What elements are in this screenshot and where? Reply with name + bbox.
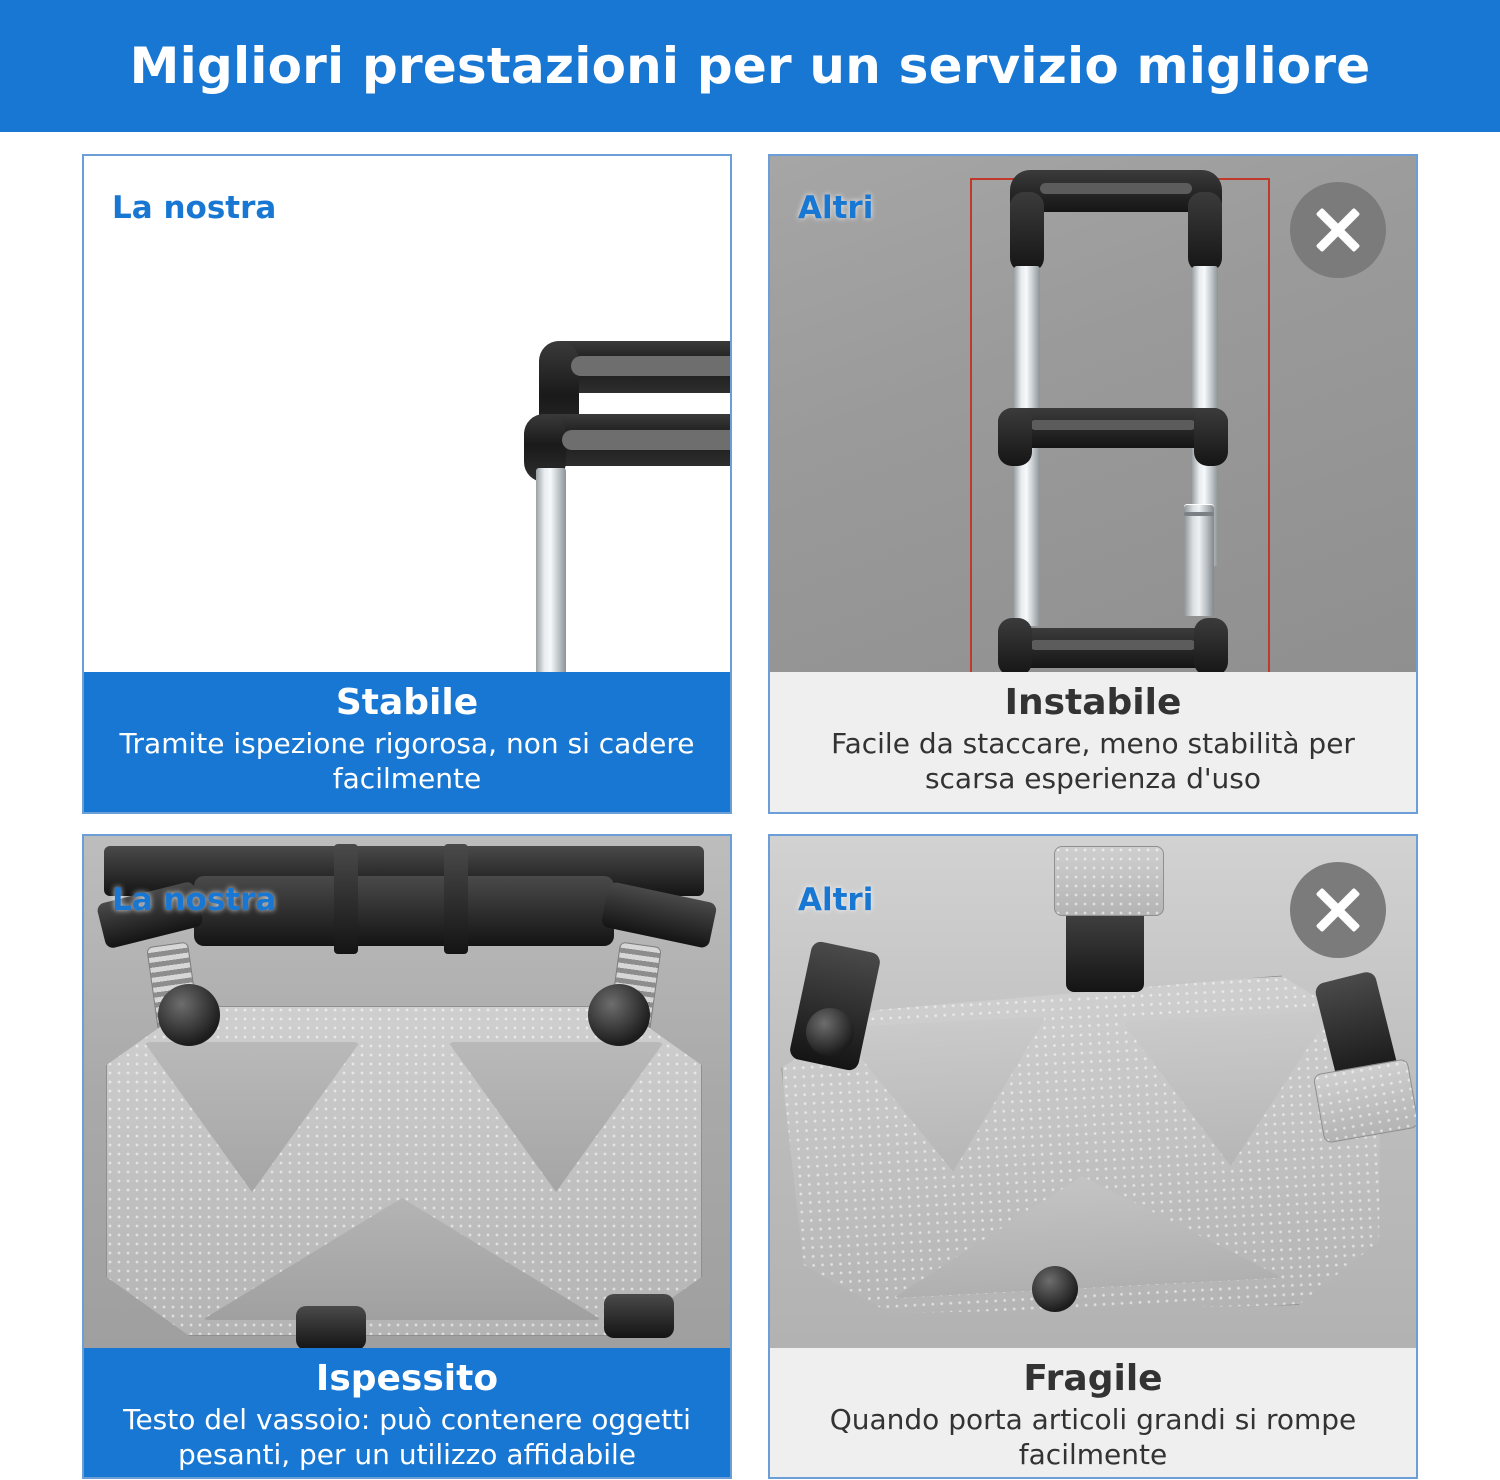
- card-corner-label: Altri: [798, 190, 874, 226]
- card-caption: [84, 1348, 730, 1479]
- card-corner-label: La nostra: [112, 882, 277, 918]
- comparison-row-bottom: [82, 834, 1418, 1479]
- card-corner-label: Altri: [798, 882, 874, 918]
- product-photo-plate-ours: [84, 836, 730, 1348]
- page-title: Migliori prestazioni per un servizio migliore: [129, 37, 1371, 95]
- caption-title: Fragile: [1023, 1358, 1163, 1399]
- card-corner-label: La nostra: [112, 190, 277, 226]
- close-x-icon: [1290, 862, 1386, 958]
- comparison-card-plate-ours: [82, 834, 732, 1479]
- page-header: [0, 0, 1500, 132]
- card-caption: [770, 672, 1416, 814]
- comparison-row-top: [82, 154, 1418, 814]
- comparison-grid: [0, 132, 1500, 1480]
- product-photo-plate-others: [770, 836, 1416, 1348]
- caption-title: Ispessito: [315, 1358, 499, 1399]
- comparison-card-handle-others: [768, 154, 1418, 814]
- comparison-card-handle-ours: [82, 154, 732, 814]
- caption-text: Facile da staccare, meno stabilità per scarsa esperienza d'uso: [831, 727, 1355, 795]
- caption-title: Instabile: [1004, 682, 1182, 723]
- product-photo-handle-ours: [84, 156, 730, 672]
- caption-text: Tramite ispezione rigorosa, non si cadere facilmente: [119, 727, 695, 795]
- caption-text: Testo del vassoio: può contenere oggetti pesanti, per un utilizzo affidabile: [123, 1403, 691, 1471]
- close-x-icon: [1290, 182, 1386, 278]
- caption-text: Quando porta articoli grandi si rompe facilmente: [829, 1403, 1357, 1471]
- card-caption: [770, 1348, 1416, 1479]
- caption-title: Stabile: [335, 682, 479, 723]
- card-caption: [84, 672, 730, 814]
- telescopic-handle-illustration: [84, 156, 730, 672]
- comparison-card-plate-others: [768, 834, 1418, 1479]
- product-photo-handle-others: [770, 156, 1416, 672]
